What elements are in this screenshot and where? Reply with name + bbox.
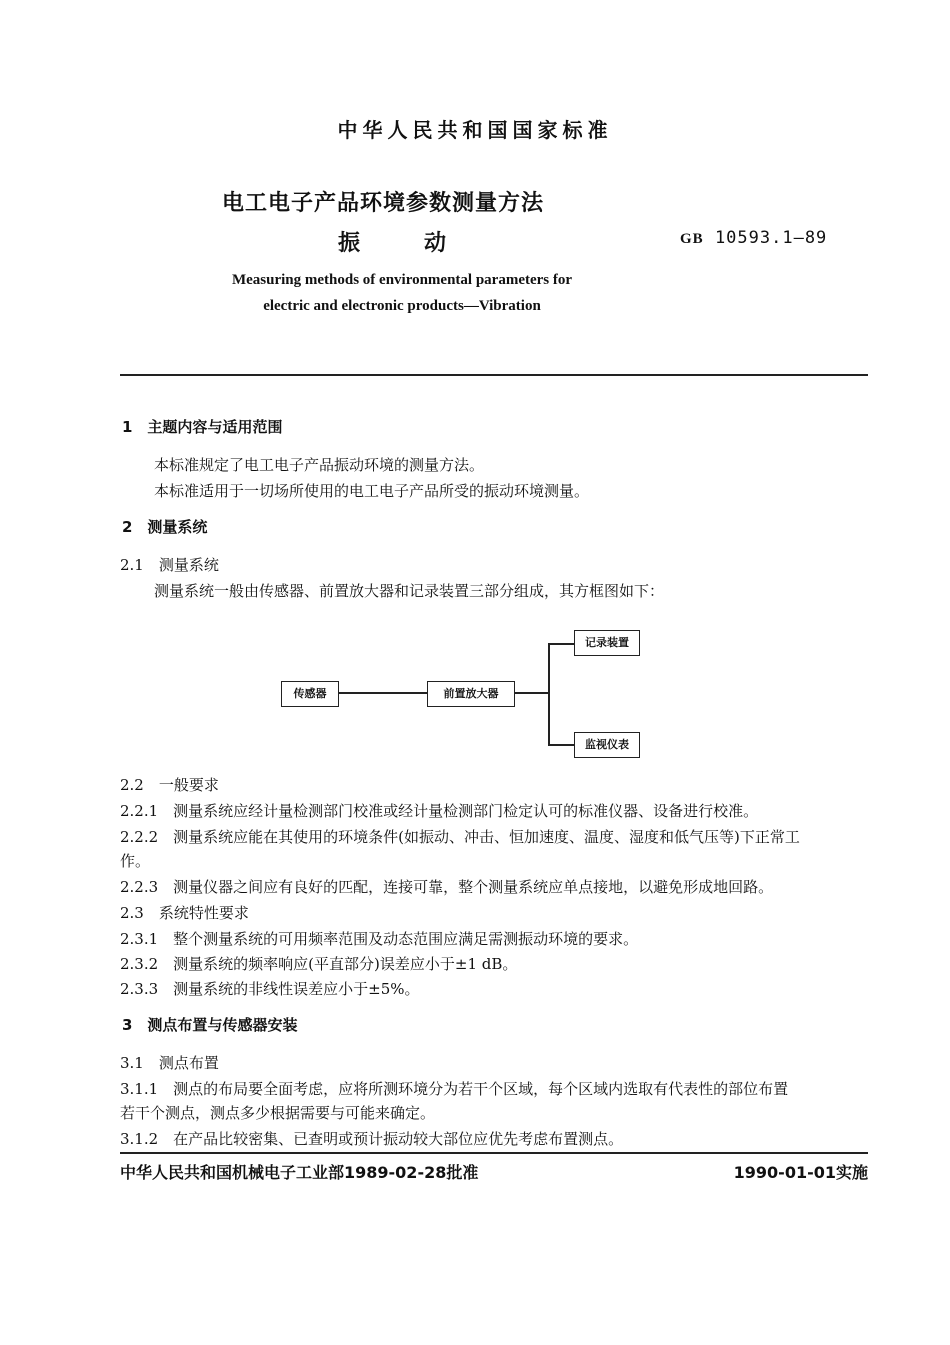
section-1-heading: 1 主题内容与适用范围: [122, 418, 283, 436]
english-title-line1: Measuring methods of environmental parameters for: [231, 272, 573, 288]
section-2-3-2: 2.3.2 测量系统的频率响应(平直部分)误差应小于±1 dB。: [120, 955, 518, 973]
header-divider: [120, 374, 868, 376]
sensor-box: 传感器: [281, 681, 339, 707]
monitor-box: 监视仪表: [574, 732, 640, 758]
section-2-2-3: 2.2.3 测量仪器之间应有良好的匹配，连接可靠，整个测量系统应单点接地，以避免形成地回路。: [120, 878, 774, 896]
section-2-3-1: 2.3.1 整个测量系统的可用频率范围及动态范围应满足需测振动环境的要求。: [120, 930, 639, 948]
connector-to-monitor: [548, 744, 574, 746]
standard-number: [680, 228, 827, 248]
section-3-1: 3.1 测点布置: [120, 1054, 219, 1072]
section-2-2: 2.2 一般要求: [120, 776, 219, 794]
document-subtitle: 振动: [338, 231, 511, 256]
effective-date: 1990-01-01实施: [733, 1163, 868, 1182]
gb-prefix: GB: [680, 231, 704, 247]
preamp-box: 前置放大器: [427, 681, 515, 707]
recorder-box: 记录装置: [574, 630, 640, 656]
section-1-para-1: 本标准规定了电工电子产品振动环境的测量方法。: [154, 456, 485, 474]
connector-sensor-preamp: [339, 692, 427, 694]
approval-info: 中华人民共和国机械电子工业部1989-02-28批准: [120, 1163, 479, 1182]
connector-preamp-branch: [515, 692, 549, 694]
section-2-heading: 2 测量系统: [122, 518, 208, 536]
document-title: 电工电子产品环境参数测量方法: [222, 191, 545, 216]
section-2-3: 2.3 系统特性要求: [120, 904, 249, 922]
english-title-line2: electric and electronic products—Vibration: [263, 298, 541, 314]
gb-number: 10593.1—89: [714, 228, 828, 248]
section-2-2-1: 2.2.1 测量系统应经计量检测部门校准或经计量检测部门检定认可的标准仪器、设备进行校准。: [120, 802, 759, 820]
connector-vertical-branch: [548, 643, 550, 745]
section-2-1-para: 测量系统一般由传感器、前置放大器和记录装置三部分组成，其方框图如下：: [154, 582, 665, 600]
section-2-3-3: 2.3.3 测量系统的非线性误差应小于±5%。: [120, 980, 420, 998]
footer-divider: [120, 1152, 868, 1154]
national-standard-header: 中华人民共和国国家标准: [337, 118, 613, 142]
section-1-para-2: 本标准适用于一切场所使用的电工电子产品所受的振动环境测量。: [154, 482, 590, 500]
section-3-1-1-line1: 3.1.1 测点的布局要全面考虑，应将所测环境分为若干个区域，每个区域内选取有代表性的部位布置: [120, 1080, 789, 1098]
section-2-2-2-line1: 2.2.2 测量系统应能在其使用的环境条件(如振动、冲击、恒加速度、温度、湿度和低气压等)下正常工: [120, 828, 800, 846]
section-3-1-1-line2: 若干个测点，测点多少根据需要与可能来确定。: [120, 1104, 436, 1122]
connector-to-recorder: [548, 643, 574, 645]
section-3-1-2: 3.1.2 在产品比较密集、已查明或预计振动较大部位应优先考虑布置测点。: [120, 1130, 624, 1148]
section-3-heading: 3 测点布置与传感器安装: [122, 1016, 298, 1034]
section-2-2-2-line2: 作。: [120, 852, 151, 870]
section-2-1: 2.1 测量系统: [120, 556, 219, 574]
